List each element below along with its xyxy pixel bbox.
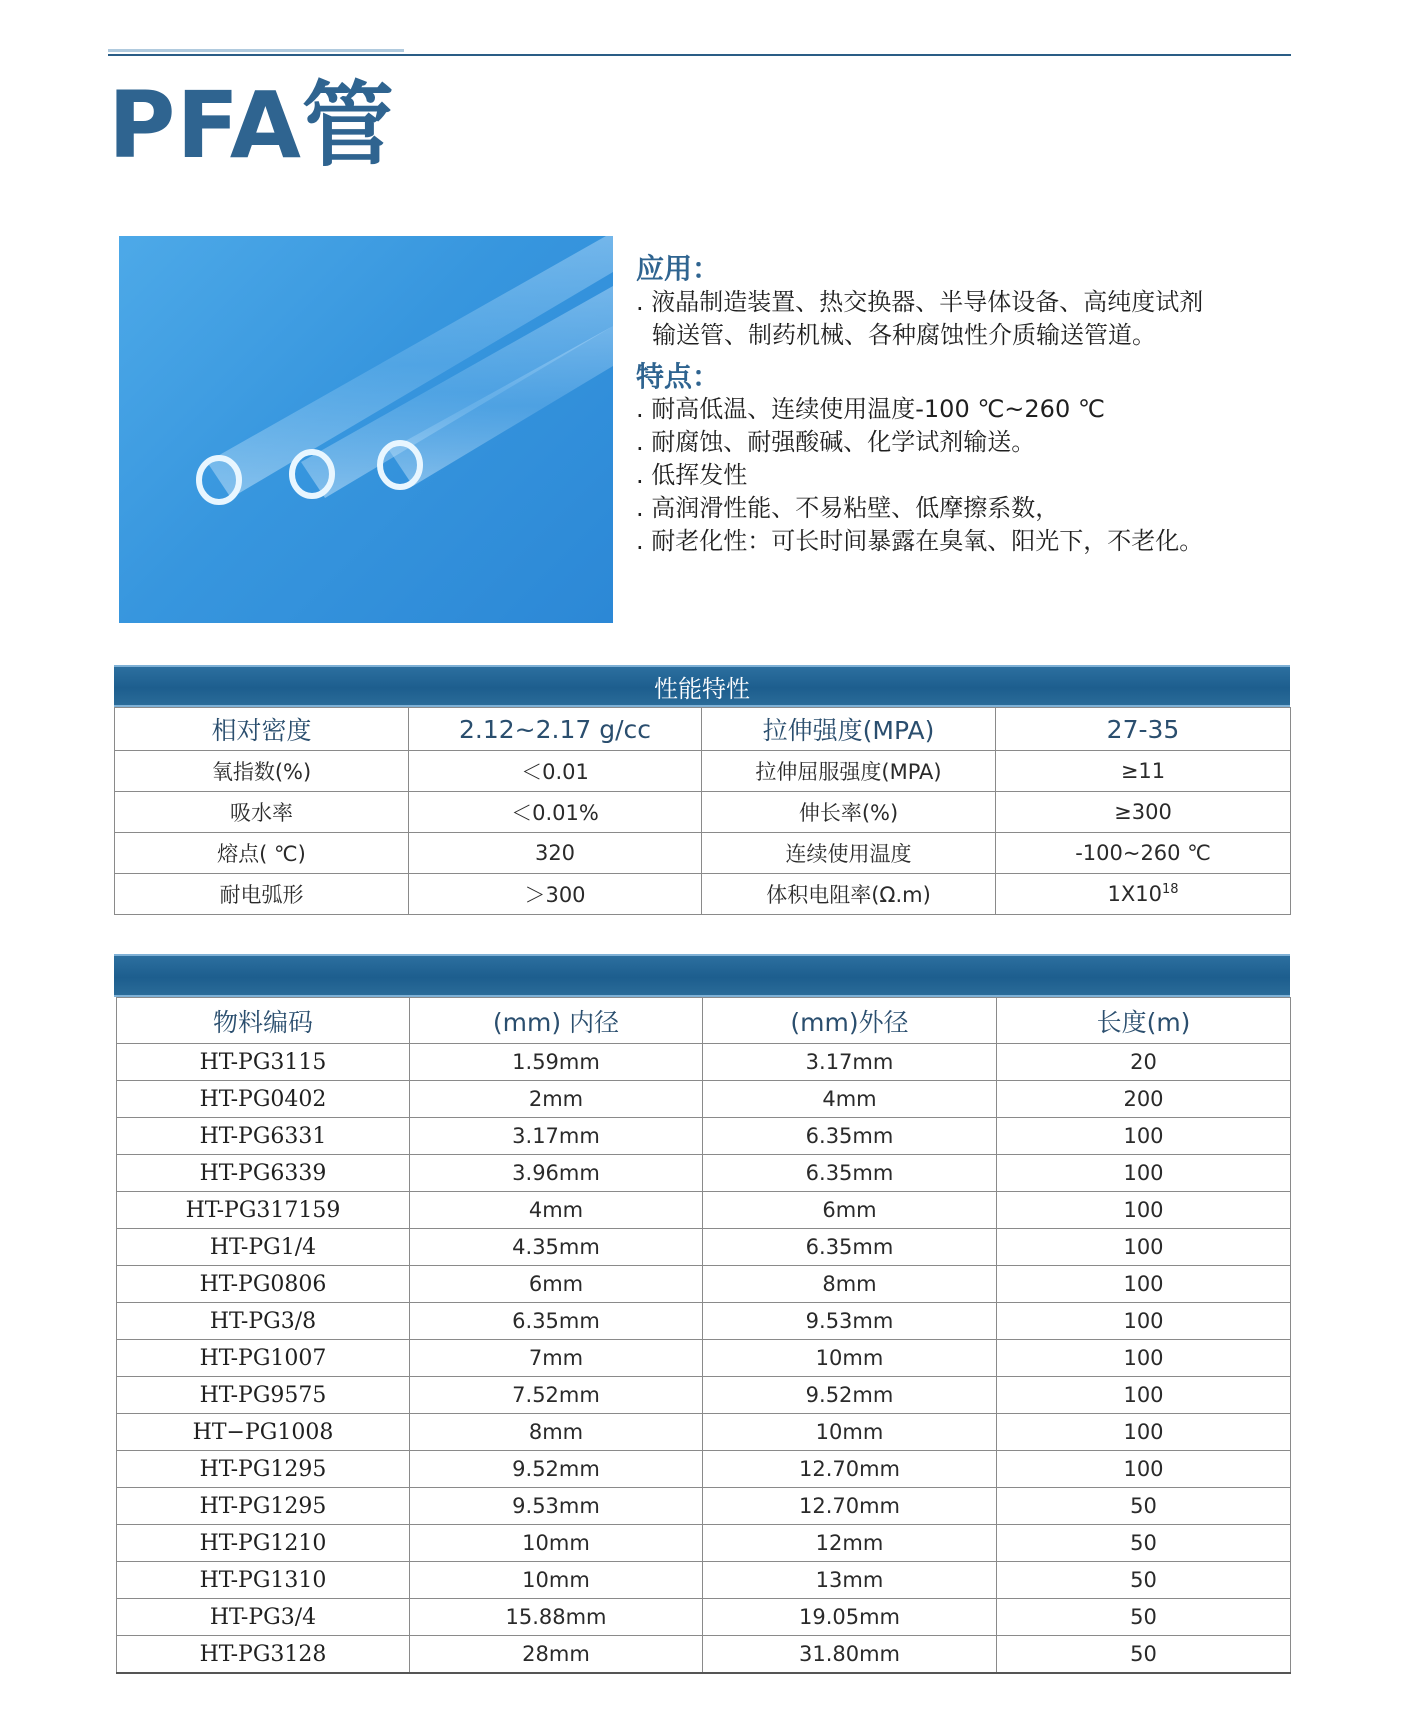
table-cell: 13mm xyxy=(703,1562,997,1599)
table-row xyxy=(117,1451,1291,1488)
feature-line-3: . 低挥发性 xyxy=(636,461,748,490)
table-cell: ＞300 xyxy=(409,874,702,915)
table-cell: 10mm xyxy=(703,1340,997,1377)
table-cell: 50 xyxy=(997,1599,1291,1636)
performance-table xyxy=(114,707,1291,915)
table-cell: 连续使用温度 xyxy=(702,833,996,874)
top-rule-accent xyxy=(108,49,404,52)
table-cell: HT-PG1210 xyxy=(117,1525,410,1562)
resistivity-base: 1X10 xyxy=(1107,882,1162,906)
table-cell: HT-PG3128 xyxy=(117,1636,410,1674)
table-cell: 拉伸屈服强度(MPA) xyxy=(702,751,996,792)
table-cell: 12.70mm xyxy=(703,1488,997,1525)
table-cell: 相对密度 xyxy=(115,708,409,751)
table-cell: 4mm xyxy=(410,1192,703,1229)
table-cell: 50 xyxy=(997,1488,1291,1525)
table-cell: 7.52mm xyxy=(410,1377,703,1414)
table-cell: 6.35mm xyxy=(703,1229,997,1266)
product-description xyxy=(636,252,1286,558)
table-row xyxy=(117,1229,1291,1266)
pfa-tubes-illustration xyxy=(119,236,613,623)
table-cell: ＜0.01 xyxy=(409,751,702,792)
table-cell: 9.53mm xyxy=(410,1488,703,1525)
table-cell: 50 xyxy=(997,1525,1291,1562)
table-row xyxy=(117,1192,1291,1229)
table-cell: 6.35mm xyxy=(703,1155,997,1192)
product-photo xyxy=(119,236,613,623)
table-cell: 100 xyxy=(997,1118,1291,1155)
table-cell: ≥11 xyxy=(996,751,1291,792)
table-row xyxy=(117,1377,1291,1414)
spec-table-header xyxy=(114,954,1290,997)
table-cell: 27-35 xyxy=(996,708,1291,751)
table-row xyxy=(115,708,1291,751)
table-cell: 1.59mm xyxy=(410,1044,703,1081)
table-row xyxy=(117,1525,1291,1562)
table-cell: 7mm xyxy=(410,1340,703,1377)
table-cell: 12mm xyxy=(703,1525,997,1562)
table-cell: HT-PG6339 xyxy=(117,1155,410,1192)
resistivity-exponent: 18 xyxy=(1161,882,1179,897)
table-cell: 拉伸强度(MPA) xyxy=(702,708,996,751)
table-header-row xyxy=(117,998,1291,1044)
table-cell: 100 xyxy=(997,1451,1291,1488)
table-cell: 熔点( ℃) xyxy=(115,833,409,874)
table-cell: 10mm xyxy=(410,1525,703,1562)
table-cell: 31.80mm xyxy=(703,1636,997,1674)
table-cell: 50 xyxy=(997,1562,1291,1599)
table-cell: 19.05mm xyxy=(703,1599,997,1636)
page-title: PFA管 xyxy=(108,72,395,179)
table-cell: HT-PG317159 xyxy=(117,1192,410,1229)
feature-line-4: . 高润滑性能、不易粘壁、低摩擦系数， xyxy=(636,494,1060,523)
table-cell: -100~260 ℃ xyxy=(996,833,1291,874)
table-cell: HT-PG1310 xyxy=(117,1562,410,1599)
table-row xyxy=(117,1081,1291,1118)
table-cell: 10mm xyxy=(410,1562,703,1599)
table-cell: 6.35mm xyxy=(410,1303,703,1340)
table-cell: 6mm xyxy=(703,1192,997,1229)
column-header: (mm)外径 xyxy=(703,998,997,1044)
table-cell: 20 xyxy=(997,1044,1291,1081)
table-cell: 10mm xyxy=(703,1414,997,1451)
table-cell: HT-PG9575 xyxy=(117,1377,410,1414)
table-cell xyxy=(996,874,1291,915)
table-cell: ＜0.01% xyxy=(409,792,702,833)
application-line-1: . 液晶制造装置、热交换器、半导体设备、高纯度试剂 xyxy=(636,287,1204,316)
table-cell: 100 xyxy=(997,1303,1291,1340)
table-cell: 100 xyxy=(997,1192,1291,1229)
table-row xyxy=(117,1266,1291,1303)
table-cell: 3.17mm xyxy=(410,1118,703,1155)
table-cell: HT-PG1295 xyxy=(117,1451,410,1488)
table-row xyxy=(117,1636,1291,1674)
column-header: 物料编码 xyxy=(117,998,410,1044)
table-cell: HT-PG0806 xyxy=(117,1266,410,1303)
table-cell: 氧指数(%) xyxy=(115,751,409,792)
table-cell: HT-PG3115 xyxy=(117,1044,410,1081)
table-cell: 200 xyxy=(997,1081,1291,1118)
table-cell: 15.88mm xyxy=(410,1599,703,1636)
spec-table-body xyxy=(117,1044,1291,1674)
table-cell: 吸水率 xyxy=(115,792,409,833)
column-header: 长度(m) xyxy=(997,998,1291,1044)
table-row xyxy=(117,1340,1291,1377)
top-rule xyxy=(108,54,1291,56)
table-cell: 320 xyxy=(409,833,702,874)
application-line-2: 输送管、制药机械、各种腐蚀性介质输送管道。 xyxy=(652,320,1156,349)
table-cell: HT-PG1295 xyxy=(117,1488,410,1525)
table-cell: 100 xyxy=(997,1414,1291,1451)
table-cell: 100 xyxy=(997,1340,1291,1377)
table-row xyxy=(117,1303,1291,1340)
table-cell: 12.70mm xyxy=(703,1451,997,1488)
table-cell: 100 xyxy=(997,1155,1291,1192)
table-cell: 2mm xyxy=(410,1081,703,1118)
table-cell: 3.96mm xyxy=(410,1155,703,1192)
table-cell: 100 xyxy=(997,1229,1291,1266)
table-cell: 9.53mm xyxy=(703,1303,997,1340)
table-cell: 9.52mm xyxy=(703,1377,997,1414)
table-cell: 9.52mm xyxy=(410,1451,703,1488)
table-cell: HT-PG0402 xyxy=(117,1081,410,1118)
features-heading: 特点： xyxy=(636,359,721,393)
table-cell: HT-PG1007 xyxy=(117,1340,410,1377)
feature-line-5: . 耐老化性：可长时间暴露在臭氧、阳光下，不老化。 xyxy=(636,527,1204,556)
performance-table-header xyxy=(114,665,1290,707)
table-cell: 6.35mm xyxy=(703,1118,997,1155)
table-cell: HT-PG3/8 xyxy=(117,1303,410,1340)
performance-table-caption: 性能特性 xyxy=(654,674,750,703)
spec-table xyxy=(116,997,1291,1674)
table-cell: 3.17mm xyxy=(703,1044,997,1081)
table-row xyxy=(117,1414,1291,1451)
application-heading: 应用： xyxy=(636,252,721,285)
table-row xyxy=(115,874,1291,915)
table-cell: 4.35mm xyxy=(410,1229,703,1266)
table-cell: 4mm xyxy=(703,1081,997,1118)
table-cell: 8mm xyxy=(703,1266,997,1303)
table-row xyxy=(117,1562,1291,1599)
feature-line-1: . 耐高低温、连续使用温度-100 ℃~260 ℃ xyxy=(636,395,1105,424)
table-row xyxy=(115,792,1291,833)
table-cell: 耐电弧形 xyxy=(115,874,409,915)
table-row xyxy=(117,1044,1291,1081)
table-cell: 28mm xyxy=(410,1636,703,1674)
table-cell: 50 xyxy=(997,1636,1291,1674)
table-cell: 6mm xyxy=(410,1266,703,1303)
table-cell: 100 xyxy=(997,1266,1291,1303)
table-row xyxy=(115,833,1291,874)
table-cell: HT-PG3/4 xyxy=(117,1599,410,1636)
table-row xyxy=(117,1488,1291,1525)
table-row xyxy=(117,1118,1291,1155)
table-cell: 2.12~2.17 g/cc xyxy=(409,708,702,751)
table-row xyxy=(117,1155,1291,1192)
table-row xyxy=(115,751,1291,792)
table-row xyxy=(117,1599,1291,1636)
table-cell: 体积电阻率(Ω.m) xyxy=(702,874,996,915)
table-cell: 伸长率(%) xyxy=(702,792,996,833)
table-cell: ≥300 xyxy=(996,792,1291,833)
table-cell: HT-PG6331 xyxy=(117,1118,410,1155)
table-cell: 8mm xyxy=(410,1414,703,1451)
table-cell: HT-PG1/4 xyxy=(117,1229,410,1266)
table-cell: 100 xyxy=(997,1377,1291,1414)
table-cell: HT−PG1008 xyxy=(117,1414,410,1451)
column-header: (mm) 内径 xyxy=(410,998,703,1044)
feature-line-2: . 耐腐蚀、耐强酸碱、化学试剂输送。 xyxy=(636,428,1036,457)
